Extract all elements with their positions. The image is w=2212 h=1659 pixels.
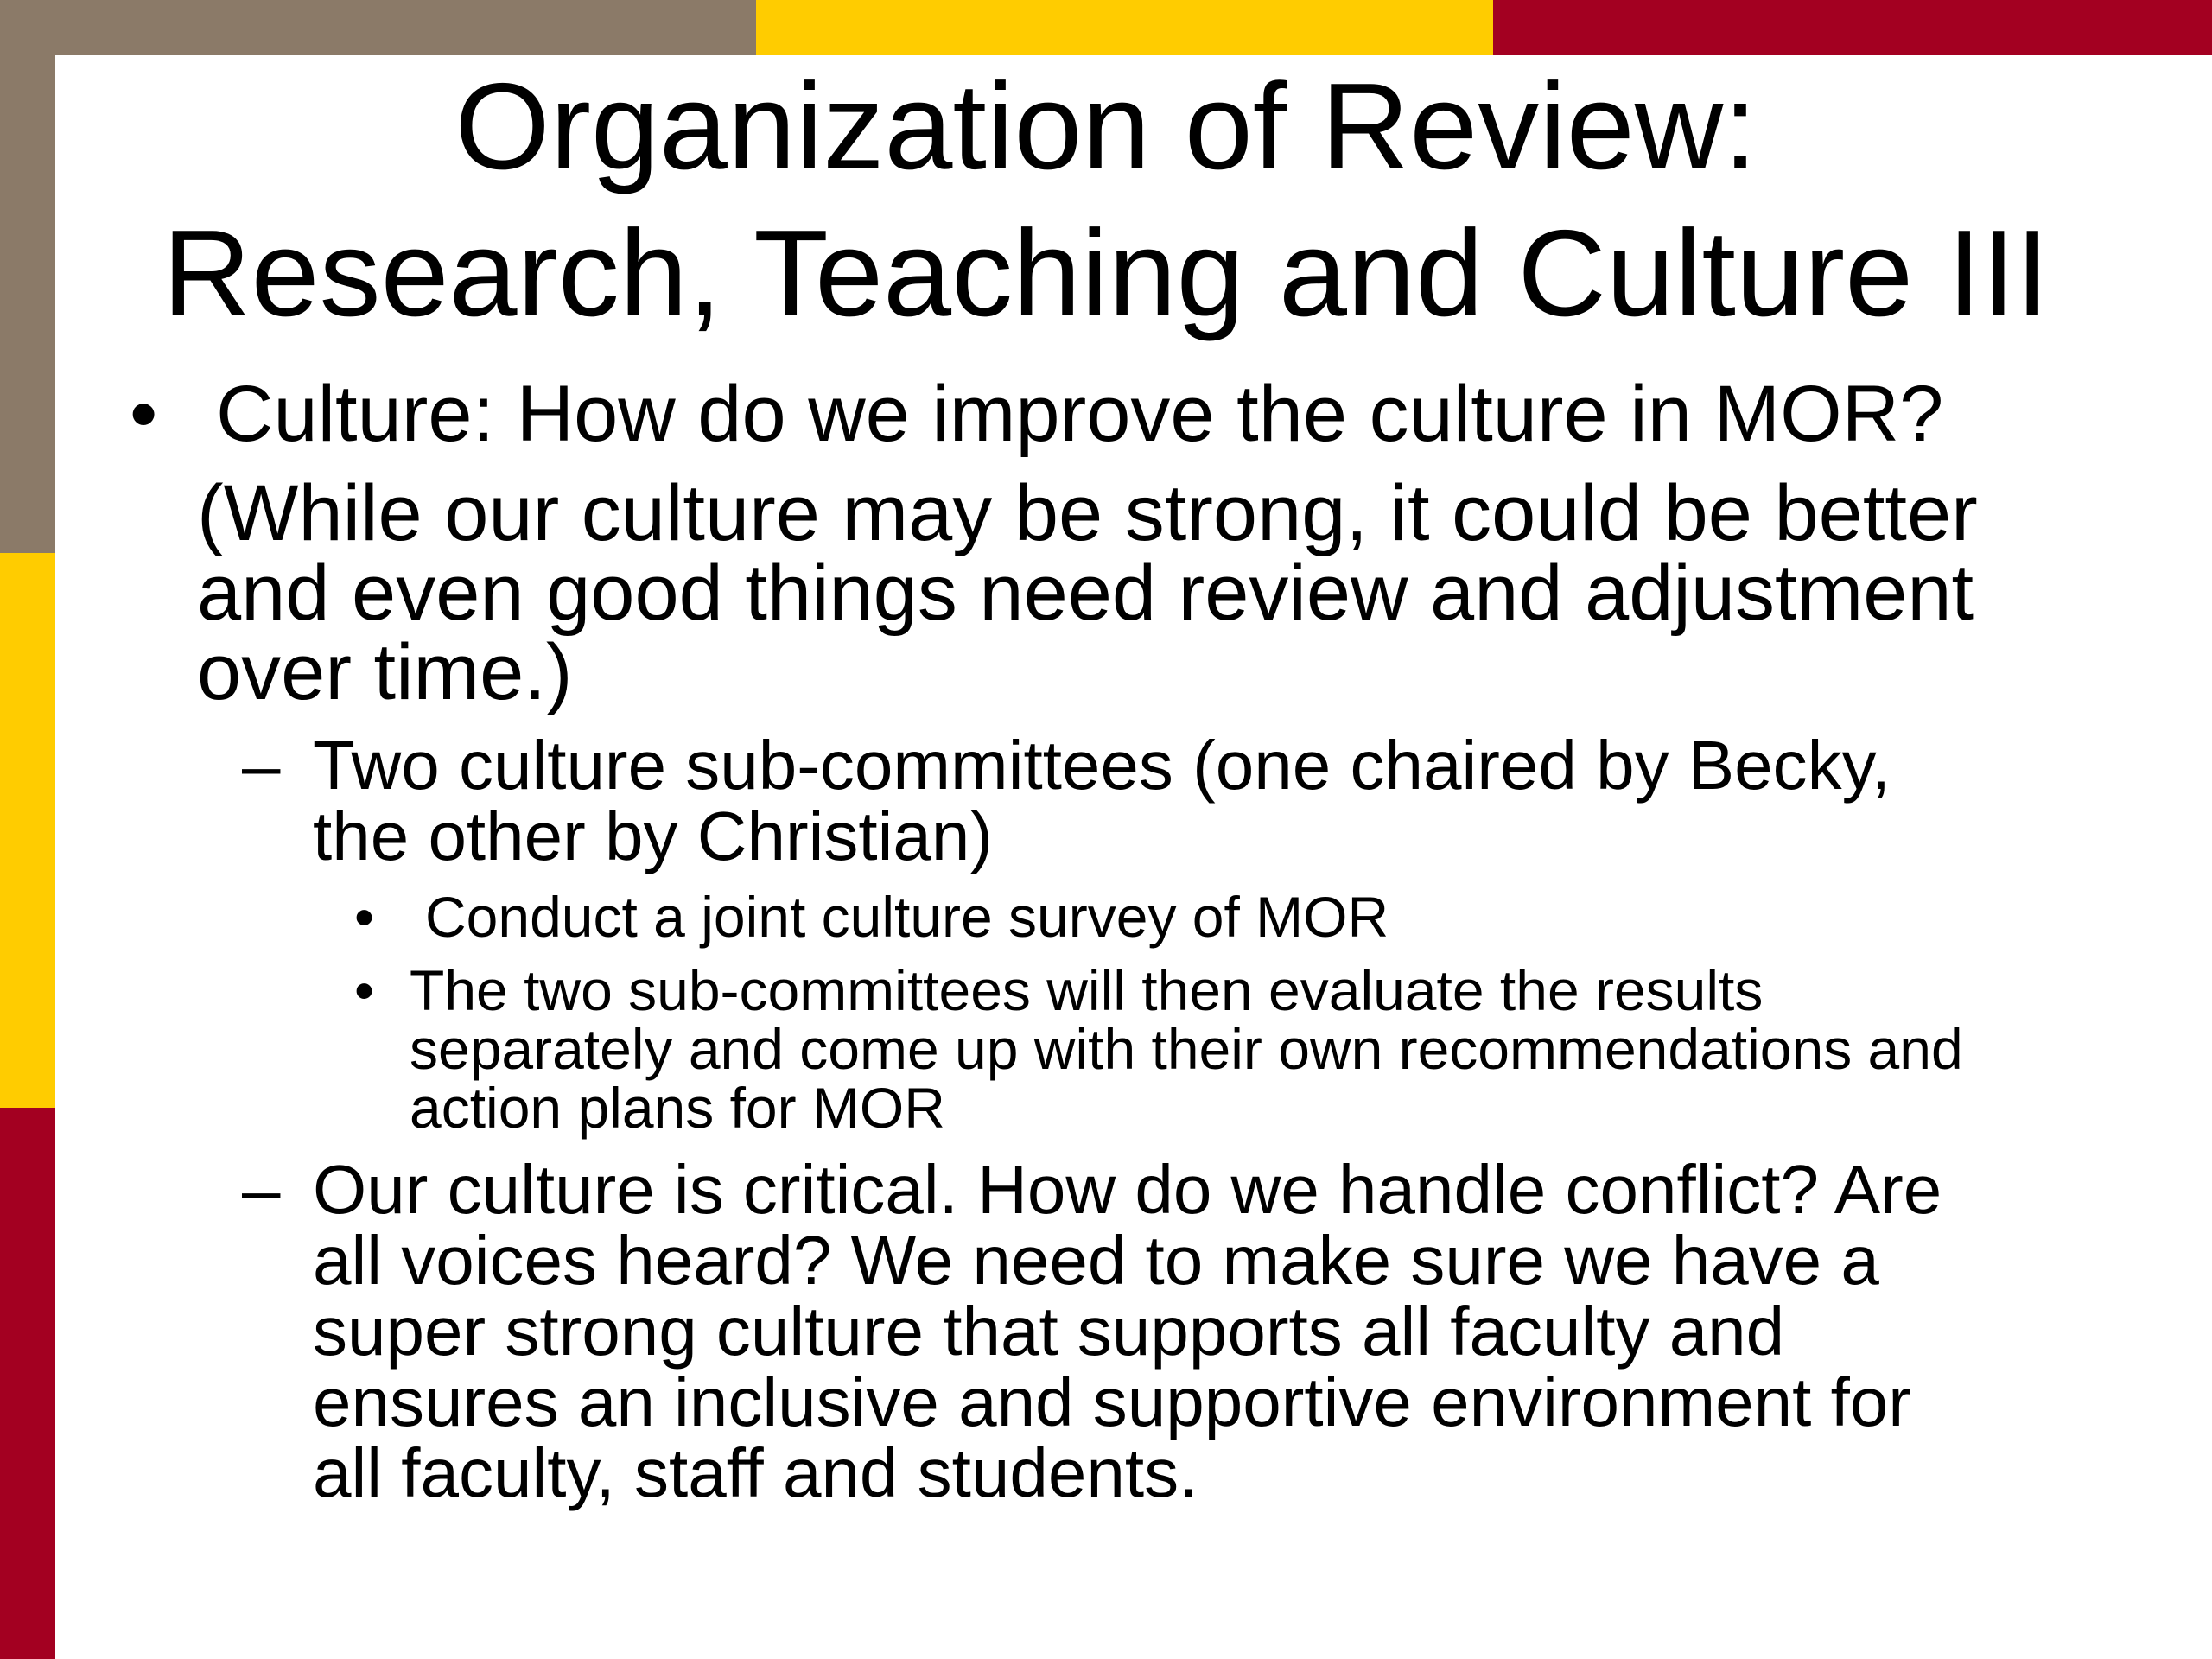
critical-line-5: all faculty, staff and students. bbox=[313, 1434, 1198, 1511]
subcommittees-line-2: the other by Christian) bbox=[313, 798, 994, 874]
dash-marker: – bbox=[242, 1151, 281, 1228]
bullet-culture-line-2: (While our culture may be strong, it could be better bbox=[197, 469, 1978, 557]
critical-line-2: all voices heard? We need to make sure we have a bbox=[313, 1222, 1879, 1299]
sub-bullet-marker: • bbox=[354, 885, 375, 949]
title-line-2: Research, Teaching and Culture III bbox=[162, 205, 2050, 342]
evaluate-item-line-2: separately and come up with their own recommendations and bbox=[410, 1017, 1963, 1081]
critical-line-3: super strong culture that supports all faculty and bbox=[313, 1293, 1785, 1370]
critical-line-4: ensures an inclusive and supportive environment for bbox=[313, 1363, 1911, 1440]
bullet-culture-line-3: and even good things need review and adjustment bbox=[197, 549, 1974, 637]
title-line-1: Organization of Review: bbox=[454, 58, 1758, 195]
critical-line-1: Our culture is critical. How do we handle conflict? Are bbox=[313, 1151, 1942, 1228]
subcommittees-line-1: Two culture sub-committees (one chaired by Becky, bbox=[313, 727, 1891, 804]
bullet-marker: • bbox=[130, 370, 158, 458]
evaluate-item-line-1: The two sub-committees will then evaluate the results bbox=[410, 958, 1764, 1022]
bullet-culture-line-1: Culture: How do we improve the culture in MOR? bbox=[216, 370, 1944, 458]
survey-item: Conduct a joint culture survey of MOR bbox=[425, 885, 1389, 949]
dash-marker: – bbox=[242, 727, 281, 804]
bullet-culture-line-4: over time.) bbox=[197, 628, 573, 716]
evaluate-item-line-3: action plans for MOR bbox=[410, 1076, 945, 1140]
sub-bullet-marker: • bbox=[354, 958, 375, 1022]
